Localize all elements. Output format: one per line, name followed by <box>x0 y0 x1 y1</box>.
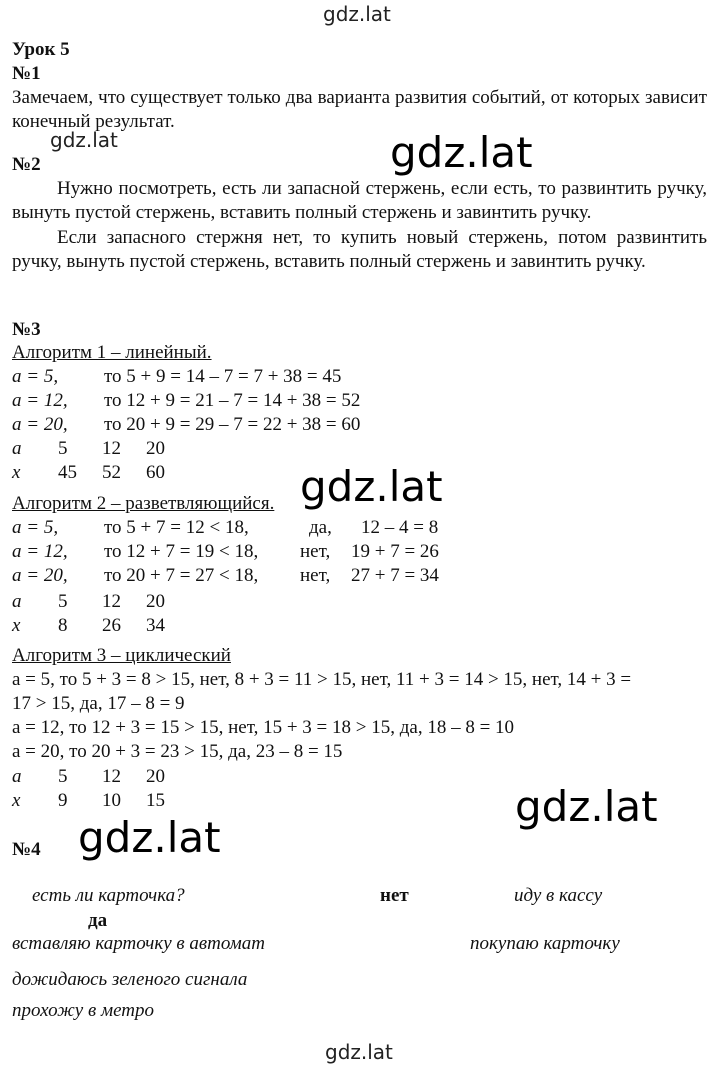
task2-number: №2 <box>12 154 41 175</box>
alg1-table-x-value: 45 <box>58 462 77 483</box>
flow-insert-card: вставляю карточку в автомат <box>12 933 266 954</box>
watermark-big-4: gdz.lat <box>78 813 221 862</box>
task1-text: Замечаем, что существует только два варианта развития событий, от которых зависит конечный результат. <box>12 87 707 132</box>
alg3-line: a = 5, то 5 + 3 = 8 > 15, нет, 8 + 3 = 11 > 15, нет, 11 + 3 = 14 > 15, нет, 14 + 3 = <box>12 669 632 690</box>
alg3-title: Алгоритм 3 – циклический <box>12 645 231 666</box>
alg2-table-x-value: 8 <box>58 615 68 636</box>
flow-wait-signal: дожидаюсь зеленого сигнала <box>12 969 248 990</box>
alg2-table-x-label: x <box>12 615 21 636</box>
alg1-row-a: a = 5, <box>12 366 59 387</box>
alg2-title: Алгоритм 2 – разветвляющийся. <box>12 493 275 514</box>
alg2-table-x-value: 34 <box>146 615 165 636</box>
flow-yes-label: да <box>88 910 108 931</box>
alg3-line: a = 20, то 20 + 3 = 23 > 15, да, 23 – 8 = 15 <box>12 741 343 762</box>
alg3-table-x-label: x <box>12 790 21 811</box>
alg2-table-x-value: 26 <box>102 615 121 636</box>
alg1-row-a: a = 12, <box>12 390 68 411</box>
alg3-table-a-value: 5 <box>58 766 68 787</box>
alg2-row-answer: да, <box>309 517 332 538</box>
alg2-row-expr: то 20 + 7 = 27 < 18, <box>104 565 259 586</box>
alg1-title: Алгоритм 1 – линейный. <box>12 342 212 363</box>
alg2-table-a-label: a <box>12 591 22 612</box>
task2-paragraph-1: Нужно посмотреть, есть ли запасной стержень, если есть, то развинтить ручку, вынуть пустой стержень, вставить полный стержень и завинтить ручку. <box>12 178 707 223</box>
task2-paragraph-2: Если запасного стержня нет, то купить новый стержень, потом развинтить ручку, вынуть пустой стержень, вставить полный стержень и завинтить ручку. <box>12 227 707 272</box>
alg1-table-x-value: 60 <box>146 462 165 483</box>
alg2-row-answer: нет, <box>300 565 331 586</box>
alg2-row-answer: нет, <box>300 541 331 562</box>
watermark-big-2: gdz.lat <box>300 462 443 511</box>
alg3-table-a-label: a <box>12 766 22 787</box>
alg3-table-a-value: 20 <box>146 766 165 787</box>
alg3-table-x-value: 9 <box>58 790 68 811</box>
alg2-row-result: 27 + 7 = 34 <box>351 565 439 586</box>
alg1-table-a-label: a <box>12 438 22 459</box>
alg1-row-expr: то 12 + 9 = 21 – 7 = 14 + 38 = 52 <box>104 390 361 411</box>
alg1-row-a: a = 20, <box>12 414 68 435</box>
alg3-table-x-value: 15 <box>146 790 165 811</box>
flow-no-label: нет <box>380 885 409 906</box>
watermark-big-3: gdz.lat <box>515 782 658 831</box>
watermark-bottom: gdz.lat <box>325 1040 393 1064</box>
alg3-line: 17 > 15, да, 17 – 8 = 9 <box>12 693 185 714</box>
alg2-row-result: 19 + 7 = 26 <box>351 541 439 562</box>
alg2-row-a: a = 12, <box>12 541 68 562</box>
alg3-table-a-value: 12 <box>102 766 121 787</box>
alg1-table-x-label: x <box>12 462 21 483</box>
alg2-table-a-value: 20 <box>146 591 165 612</box>
task4-number: №4 <box>12 839 41 860</box>
flow-buy-card: покупаю карточку <box>470 933 620 954</box>
watermark-top: gdz.lat <box>323 2 391 26</box>
alg1-table-x-value: 52 <box>102 462 121 483</box>
alg2-table-a-value: 12 <box>102 591 121 612</box>
alg2-row-expr: то 5 + 7 = 12 < 18, <box>104 517 249 538</box>
alg2-table-a-value: 5 <box>58 591 68 612</box>
alg2-row-expr: то 12 + 7 = 19 < 18, <box>104 541 259 562</box>
alg2-row-a: a = 5, <box>12 517 59 538</box>
alg1-table-a-value: 20 <box>146 438 165 459</box>
flow-question: есть ли карточка? <box>32 885 185 906</box>
alg1-table-a-value: 5 <box>58 438 68 459</box>
alg2-row-a: a = 20, <box>12 565 68 586</box>
flow-go-to-cashbox: иду в кассу <box>514 885 603 906</box>
alg1-row-expr: то 20 + 9 = 29 – 7 = 22 + 38 = 60 <box>104 414 361 435</box>
alg3-table-x-value: 10 <box>102 790 121 811</box>
lesson-title: Урок 5 <box>12 39 70 60</box>
watermark-small-left: gdz.lat <box>50 128 118 152</box>
alg3-line: a = 12, то 12 + 3 = 15 > 15, нет, 15 + 3 = 18 > 15, да, 18 – 8 = 10 <box>12 717 515 738</box>
alg2-row-result: 12 – 4 = 8 <box>361 517 439 538</box>
task1-number: №1 <box>12 63 41 84</box>
watermark-big-1: gdz.lat <box>390 128 533 177</box>
alg1-table-a-value: 12 <box>102 438 121 459</box>
flow-pass-metro: прохожу в метро <box>12 1000 154 1021</box>
task3-number: №3 <box>12 319 41 340</box>
alg1-row-expr: то 5 + 9 = 14 – 7 = 7 + 38 = 45 <box>104 366 342 387</box>
